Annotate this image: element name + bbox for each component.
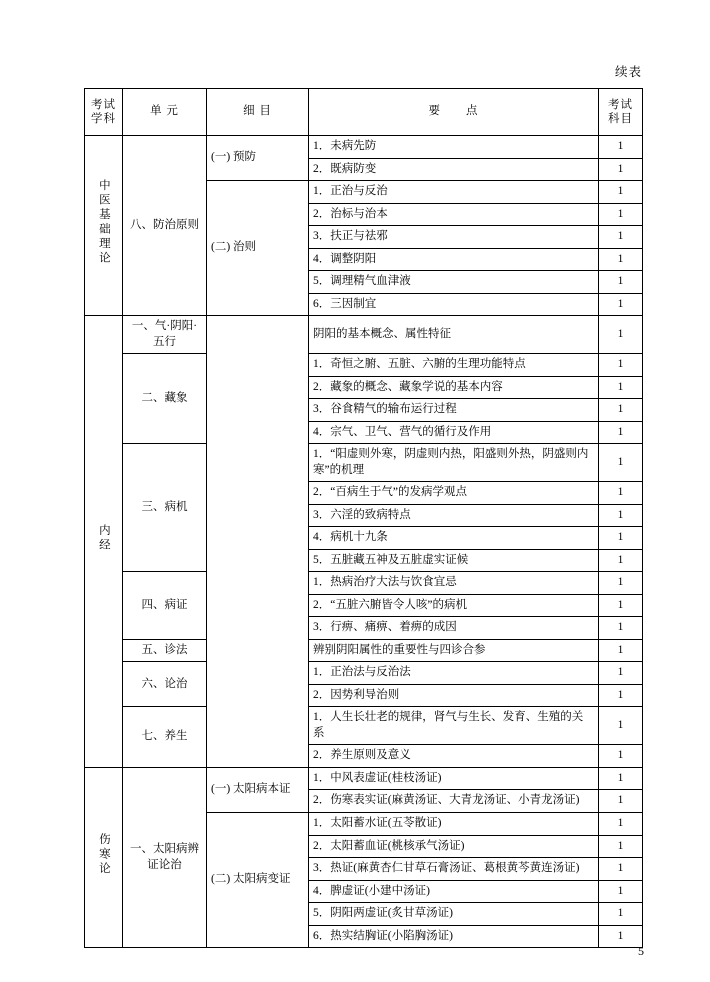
point-cell: 4．脾虚证(小建中汤证) [309, 880, 599, 903]
header-exam [599, 89, 643, 136]
detail-cell: (一) 太阳病本证 [207, 767, 309, 812]
unit-cell: 七、养生 [123, 707, 207, 768]
point-cell: 1．“阳虚则外寒，阴虚则内热，阳盛则外热，阴盛则内寒”的机理 [309, 444, 599, 482]
exam-cell: 1 [599, 527, 643, 550]
header-point: 要 点 [309, 89, 599, 136]
point-cell: 4．调整阴阳 [309, 248, 599, 271]
table-row [85, 639, 643, 662]
table-row [85, 707, 643, 745]
unit-cell: 一、气·阴阳·五行 [123, 316, 207, 354]
table-row [85, 767, 643, 790]
unit-cell: 六、论治 [123, 662, 207, 707]
exam-cell: 1 [599, 880, 643, 903]
point-cell: 1．人生长壮老的规律，肾气与生长、发育、生殖的关系 [309, 707, 599, 745]
table-header-row [85, 89, 643, 136]
table-row [85, 316, 643, 354]
detail-cell: (二) 太阳病变证 [207, 812, 309, 947]
subject-cell: 伤寒论 [85, 767, 123, 947]
exam-cell: 1 [599, 617, 643, 640]
exam-cell: 1 [599, 421, 643, 444]
table-row [85, 662, 643, 685]
exam-cell: 1 [599, 444, 643, 482]
point-cell: 3．谷食精气的输布运行过程 [309, 399, 599, 422]
exam-cell: 1 [599, 136, 643, 159]
subject-cell: 内经 [85, 316, 123, 768]
exam-cell: 1 [599, 293, 643, 316]
point-cell: 2．“百病生于气”的发病学观点 [309, 482, 599, 505]
exam-cell: 1 [599, 594, 643, 617]
exam-cell: 1 [599, 925, 643, 948]
exam-cell: 1 [599, 482, 643, 505]
exam-cell: 1 [599, 316, 643, 354]
page-number: 5 [638, 944, 644, 958]
point-cell: 2．因势利导治则 [309, 684, 599, 707]
unit-cell: 四、病证 [123, 572, 207, 640]
unit-cell: 三、病机 [123, 444, 207, 572]
exam-cell: 1 [599, 572, 643, 595]
point-cell: 1．未病先防 [309, 136, 599, 159]
exam-cell: 1 [599, 707, 643, 745]
exam-cell: 1 [599, 504, 643, 527]
point-cell: 3．行痹、痛痹、着痹的成因 [309, 617, 599, 640]
point-cell: 阴阳的基本概念、属性特征 [309, 316, 599, 354]
point-cell: 1．奇恒之腑、五脏、六腑的生理功能特点 [309, 354, 599, 377]
exam-cell: 1 [599, 399, 643, 422]
header-unit: 单 元 [123, 89, 207, 136]
table-row [85, 354, 643, 377]
point-cell: 1．热病治疗大法与饮食宜忌 [309, 572, 599, 595]
exam-cell: 1 [599, 181, 643, 204]
point-cell: 1．太阳蓄水证(五苓散证) [309, 812, 599, 835]
point-cell: 2．“五脏六腑皆令人咳”的病机 [309, 594, 599, 617]
table-row [85, 444, 643, 482]
point-cell: 3．六淫的致病特点 [309, 504, 599, 527]
point-cell: 辨别阴阳属性的重要性与四诊合参 [309, 639, 599, 662]
point-cell: 5．调理精气血津液 [309, 271, 599, 294]
point-cell: 3．热证(麻黄杏仁甘草石膏汤证、葛根黄芩黄连汤证) [309, 858, 599, 881]
exam-cell: 1 [599, 684, 643, 707]
table-row [85, 572, 643, 595]
detail-cell: (二) 治则 [207, 181, 309, 316]
header-detail: 细 目 [207, 89, 309, 136]
point-cell: 5．五脏藏五神及五脏虚实证候 [309, 549, 599, 572]
exam-cell: 1 [599, 226, 643, 249]
point-cell: 1．中风表虚证(桂枝汤证) [309, 767, 599, 790]
unit-cell: 一、太阳病辨证论治 [123, 767, 207, 947]
exam-cell: 1 [599, 858, 643, 881]
point-cell: 6．三因制宜 [309, 293, 599, 316]
unit-cell: 八、防治原则 [123, 136, 207, 316]
exam-cell: 1 [599, 158, 643, 181]
point-cell: 6．热实结胸证(小陷胸汤证) [309, 925, 599, 948]
exam-cell: 1 [599, 271, 643, 294]
point-cell: 2．养生原则及意义 [309, 745, 599, 768]
exam-cell: 1 [599, 790, 643, 813]
exam-cell: 1 [599, 662, 643, 685]
header-exam-line1: 考试 [608, 98, 633, 111]
detail-cell: (一) 预防 [207, 136, 309, 181]
header-exam-line2: 科目 [608, 113, 633, 125]
header-subject-line2: 学科 [91, 113, 116, 125]
exam-cell: 1 [599, 835, 643, 858]
point-cell: 2．伤寒表实证(麻黄汤证、大青龙汤证、小青龙汤证) [309, 790, 599, 813]
exam-cell: 1 [599, 812, 643, 835]
exam-cell: 1 [599, 549, 643, 572]
unit-cell: 二、藏象 [123, 354, 207, 444]
exam-cell: 1 [599, 203, 643, 226]
point-cell: 5．阴阳两虚证(炙甘草汤证) [309, 903, 599, 926]
point-cell: 4．病机十九条 [309, 527, 599, 550]
unit-cell: 五、诊法 [123, 639, 207, 662]
exam-cell: 1 [599, 248, 643, 271]
syllabus-table [84, 88, 643, 948]
point-cell: 2．太阳蓄血证(桃核承气汤证) [309, 835, 599, 858]
point-cell: 3．扶正与祛邪 [309, 226, 599, 249]
detail-cell [207, 316, 309, 768]
header-subject-line1: 考试 [91, 98, 116, 111]
header-subject [85, 89, 123, 136]
exam-cell: 1 [599, 376, 643, 399]
continued-label: 续表 [614, 65, 642, 79]
exam-cell: 1 [599, 767, 643, 790]
subject-cell: 中医基础理论 [85, 136, 123, 316]
exam-cell: 1 [599, 639, 643, 662]
point-cell: 2．既病防变 [309, 158, 599, 181]
point-cell: 1．正治法与反治法 [309, 662, 599, 685]
point-cell: 2．藏象的概念、藏象学说的基本内容 [309, 376, 599, 399]
exam-cell: 1 [599, 903, 643, 926]
point-cell: 1．正治与反治 [309, 181, 599, 204]
table-row [85, 136, 643, 159]
exam-cell: 1 [599, 354, 643, 377]
exam-cell: 1 [599, 745, 643, 768]
point-cell: 4．宗气、卫气、营气的循行及作用 [309, 421, 599, 444]
point-cell: 2．治标与治本 [309, 203, 599, 226]
